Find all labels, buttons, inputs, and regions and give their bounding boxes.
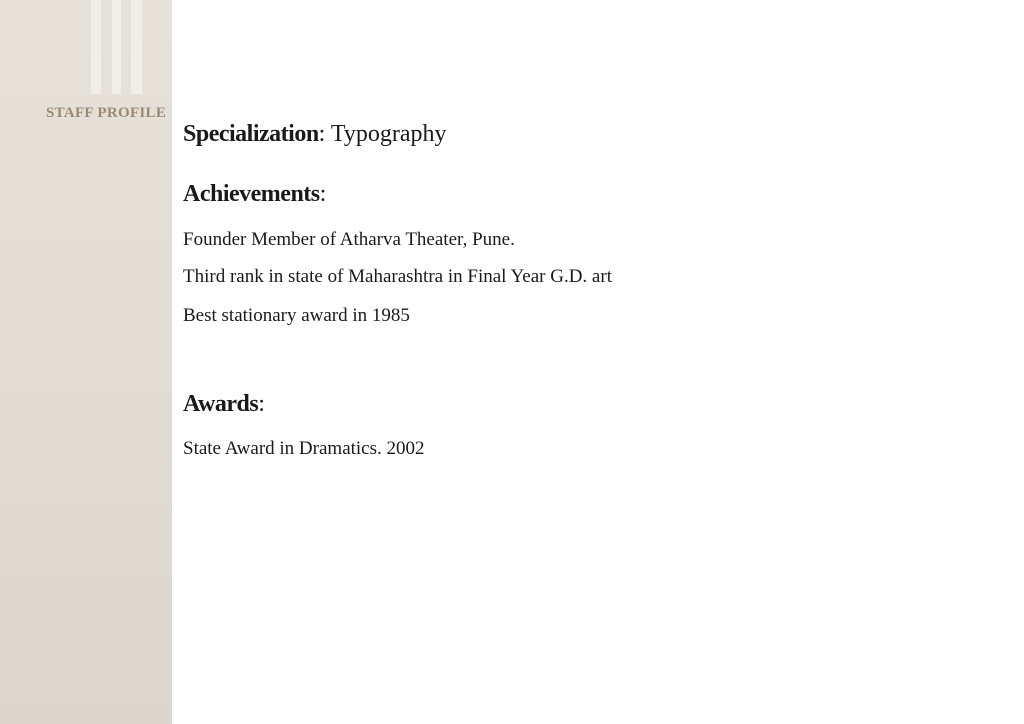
awards-label: Awards — [183, 391, 259, 417]
specialization-heading — [183, 121, 447, 148]
awards-heading — [183, 391, 265, 418]
achievements-heading — [183, 181, 326, 208]
decorative-stripe — [91, 0, 101, 94]
specialization-separator: : — [318, 121, 326, 147]
decorative-stripe — [131, 0, 142, 94]
achievements-label: Achievements — [183, 181, 320, 207]
achievement-item: Best stationary award in 1985 — [183, 305, 410, 326]
award-item: State Award in Dramatics. 2002 — [183, 438, 425, 459]
specialization-value: Typography — [325, 121, 447, 147]
specialization-label: Specialization — [183, 121, 319, 147]
achievement-item: Third rank in state of Maharashtra in Final Year G.D. art — [183, 266, 612, 287]
sidebar — [0, 0, 172, 724]
awards-separator: : — [258, 391, 265, 417]
achievements-separator: : — [319, 181, 327, 207]
achievement-item: Founder Member of Atharva Theater, Pune. — [183, 229, 515, 250]
sidebar-title: STAFF PROFILE — [46, 105, 167, 121]
decorative-stripe — [112, 0, 121, 94]
